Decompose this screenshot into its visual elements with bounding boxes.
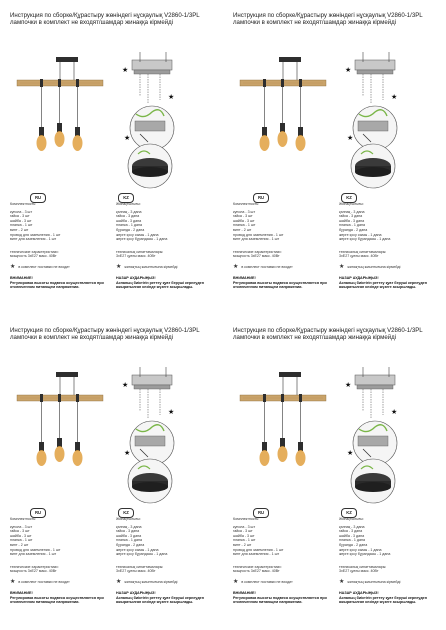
list-item: винт - 2 шт [10,227,29,232]
star-icon: ★ [10,264,16,270]
list-item: планка - 1 шт [233,538,256,543]
kz-contents-heading: Жинақтылығы: [339,517,364,521]
list-item: қалпақ - 3 дана [339,209,365,214]
kz-note [116,265,177,270]
list-item: жерге қосу сымы - 1 дана [116,547,159,552]
ru-warning [10,591,112,605]
lamp-illustration [240,57,326,151]
list-item: планка - 1 шт [233,223,256,228]
kz-contents [339,517,439,574]
list-item: шайба - 3 дана [116,533,142,538]
list-item: шайба - 3 шт [233,218,255,223]
wiring-detail-circle [347,106,397,150]
ru-warning-title: ВНИМАНИЕ! [233,276,256,280]
list-item: жерге қосу бұрандасы - 1 дана [116,552,168,557]
ru-tech-value: мощность 3xE27 макс. 40Вт [10,254,57,259]
list-item: гайка - 3 дана [339,214,363,219]
ru-warning-text: Регулировка высоты подвеса осуществляется при отключенном питающем напряжении. [233,595,327,605]
ru-tech-value: мощность 3xE27 макс. 40Вт [233,254,280,259]
mounting-plate-illustration [345,52,397,104]
list-item: винт для заземления - 1 шт [233,237,280,242]
star-icon: ★ [233,579,239,585]
wiring-detail-circle [124,421,174,465]
list-item: планка - 1 дана [116,223,142,228]
list-item: жерге қосу бұрандасы - 1 дана [339,552,391,557]
kz-warning-text: Аспаның биіктігін реттеу қуат беруші кернеуден ажыратылған кезінде жүзеге асырылады. [116,595,204,605]
svg-text:★: ★ [347,450,354,457]
ru-contents [233,517,333,574]
list-item: қалпақ - 3 дана [116,209,142,214]
canopy-detail-circle [128,459,172,503]
ru-note [10,265,70,270]
list-item: шайба - 3 дана [116,218,142,223]
list-item: планка - 1 дана [339,223,365,228]
list-item: планка - 1 дана [339,538,365,543]
ru-tech-heading: технические характеристики: [10,249,59,254]
ru-note-text: в комплект поставки не входит [241,580,293,585]
kz-note [339,265,400,270]
kz-language-badge: KZ [118,508,134,518]
kz-language-badge: KZ [118,193,134,203]
kz-warning-title: НАЗАР АУДАРЫҢЫЗ! [339,276,379,280]
svg-text:★: ★ [122,67,129,74]
ru-warning-text: Регулировка высоты подвеса осуществляется при отключенном питающем напряжении. [10,280,104,290]
kz-warning [116,276,218,290]
ru-warning [233,591,335,605]
kz-warning [339,276,441,290]
kz-tech-value: 3xE27 қуаты макс. 40Вт [116,569,156,574]
ru-contents [233,202,333,259]
kz-tech-value: 3xE27 қуаты макс. 40Вт [339,254,379,259]
ru-warning-text: Регулировка высоты подвеса осуществляется при отключенном питающем напряжении. [10,595,104,605]
kz-tech-heading: техникалық сипаттамалары: [116,249,164,254]
kz-note-text: жинақтың жиынтығына кірмейді [347,580,401,585]
svg-text:★: ★ [168,409,175,416]
ru-contents-heading: Комплектность: [10,517,37,521]
list-item: купола - 3 шт [10,524,33,529]
list-item: бұранда - 2 дана [339,542,368,547]
kz-contents [116,202,216,259]
kz-contents-heading: Жинақтылығы: [116,202,141,206]
ru-language-badge: RU [253,508,269,518]
wiring-detail-circle [347,421,397,465]
ru-warning-title: ВНИМАНИЕ! [10,276,33,280]
ru-note [233,265,293,270]
ru-note-text: в комплект поставки не входит [241,265,293,270]
kz-note [339,580,400,585]
list-item: гайка - 3 дана [116,529,140,534]
svg-text:★: ★ [124,135,131,142]
list-item: гайка - 3 шт [233,529,253,534]
star-icon: ★ [339,264,345,270]
svg-text:★: ★ [124,450,131,457]
ru-contents [10,202,110,259]
ru-warning-title: ВНИМАНИЕ! [10,591,33,595]
canopy-detail-circle [128,144,172,188]
svg-text:★: ★ [391,94,398,101]
ru-tech-value: мощность 3xE27 макс. 40Вт [10,569,57,574]
kz-tech-value: 3xE27 қуаты макс. 40Вт [116,254,156,259]
kz-contents-heading: Жинақтылығы: [339,202,364,206]
ru-note [10,580,70,585]
ru-contents [10,517,110,574]
list-item: провод для заземления - 1 шт [233,232,284,237]
kz-tech-value: 3xE27 қуаты макс. 40Вт [339,569,379,574]
svg-text:★: ★ [345,67,352,74]
list-item: қалпақ - 3 дана [339,524,365,529]
ru-note-text: в комплект поставки не входит [18,580,70,585]
kz-warning-text: Аспаның биіктігін реттеу қуат беруші кернеуден ажыратылған кезінде жүзеге асырылады. [339,280,427,290]
svg-text:★: ★ [122,382,129,389]
list-item: винт для заземления - 1 шт [10,552,57,557]
list-item: бұранда - 2 дана [339,227,368,232]
list-item: шайба - 3 дана [339,218,365,223]
instruction-title: Инструкция по сборке/Құрастыру жөніндегі нұсқаулық V2860-1/3PL лампочки в комплект не входят/шамдар жинаққа кірмейді [10,12,200,27]
kz-contents-heading: Жинақтылығы: [116,517,141,521]
list-item: винт для заземления - 1 шт [10,237,57,242]
svg-text:★: ★ [391,409,398,416]
list-item: купола - 3 шт [233,209,256,214]
ru-contents-heading: Комплектность: [10,202,37,206]
list-item: винт - 2 шт [10,542,29,547]
instruction-panel [0,315,223,630]
list-item: провод для заземления - 1 шт [10,232,61,237]
ru-tech-heading: технические характеристики: [233,249,282,254]
instruction-panel [0,0,223,315]
list-item: шайба - 3 дана [339,533,365,538]
list-item: планка - 1 шт [10,538,33,543]
instruction-title: Инструкция по сборке/Құрастыру жөніндегі нұсқаулық V2860-1/3PL лампочки в комплект не входят/шамдар жинаққа кірмейді [233,12,423,27]
kz-warning-title: НАЗАР АУДАРЫҢЫЗ! [116,591,156,595]
mounting-plate-illustration [122,367,174,419]
kz-warning [116,591,218,605]
list-item: шайба - 3 шт [10,218,32,223]
wiring-detail-circle [124,106,174,150]
list-item: винт - 2 шт [233,542,252,547]
list-item: қалпақ - 3 дана [116,524,142,529]
kz-tech-heading: техникалық сипаттамалары: [339,564,387,569]
ru-warning [233,276,335,290]
kz-warning-text: Аспаның биіктігін реттеу қуат беруші кернеуден ажыратылған кезінде жүзеге асырылады. [339,595,427,605]
list-item: шайба - 3 шт [10,533,32,538]
kz-note-text: жинақтың жиынтығына кірмейді [347,265,401,270]
list-item: гайка - 3 шт [233,214,253,219]
mounting-plate-illustration [345,367,397,419]
instruction-title: Инструкция по сборке/Құрастыру жөніндегі нұсқаулық V2860-1/3PL лампочки в комплект не входят/шамдар жинаққа кірмейді [233,327,423,342]
instruction-title: Инструкция по сборке/Құрастыру жөніндегі нұсқаулық V2860-1/3PL лампочки в комплект не входят/шамдар жинаққа кірмейді [10,327,200,342]
list-item: бұранда - 2 дана [116,542,145,547]
list-item: купола - 3 шт [233,524,256,529]
star-icon: ★ [116,579,122,585]
kz-warning-title: НАЗАР АУДАРЫҢЫЗ! [339,591,379,595]
lamp-illustration [17,57,103,151]
kz-tech-heading: техникалық сипаттамалары: [116,564,164,569]
kz-contents [116,517,216,574]
list-item: провод для заземления - 1 шт [233,547,284,552]
kz-warning [339,591,441,605]
kz-contents [339,202,439,259]
ru-contents-heading: Комплектность: [233,202,260,206]
instruction-panel [223,315,446,630]
svg-text:★: ★ [347,135,354,142]
svg-text:★: ★ [168,94,175,101]
svg-text:★: ★ [345,382,352,389]
ru-language-badge: RU [30,508,46,518]
ru-tech-heading: технические характеристики: [10,564,59,569]
ru-note [233,580,293,585]
lamp-illustration [17,372,103,466]
list-item: жерге қосу бұрандасы - 1 дана [116,237,168,242]
star-icon: ★ [233,264,239,270]
list-item: провод для заземления - 1 шт [10,547,61,552]
list-item: гайка - 3 шт [10,529,30,534]
ru-warning-text: Регулировка высоты подвеса осуществляется при отключенном питающем напряжении. [233,280,327,290]
ru-language-badge: RU [30,193,46,203]
kz-tech-heading: техникалық сипаттамалары: [339,249,387,254]
star-icon: ★ [10,579,16,585]
list-item: жерге қосу бұрандасы - 1 дана [339,237,391,242]
list-item: шайба - 3 шт [233,533,255,538]
ru-tech-heading: технические характеристики: [233,564,282,569]
list-item: планка - 1 дана [116,538,142,543]
ru-tech-value: мощность 3xE27 макс. 40Вт [233,569,280,574]
ru-warning [10,276,112,290]
canopy-detail-circle [351,459,395,503]
list-item: планка - 1 шт [10,223,33,228]
star-icon: ★ [116,264,122,270]
mounting-plate-illustration [122,52,174,104]
kz-warning-title: НАЗАР АУДАРЫҢЫЗ! [116,276,156,280]
canopy-detail-circle [351,144,395,188]
ru-note-text: в комплект поставки не входит [18,265,70,270]
ru-contents-heading: Комплектность: [233,517,260,521]
lamp-illustration [240,372,326,466]
instruction-panel [223,0,446,315]
star-icon: ★ [339,579,345,585]
kz-note [116,580,177,585]
list-item: гайка - 3 дана [339,529,363,534]
list-item: купола - 3 шт [10,209,33,214]
list-item: гайка - 3 шт [10,214,30,219]
kz-language-badge: KZ [341,193,357,203]
ru-warning-title: ВНИМАНИЕ! [233,591,256,595]
list-item: жерге қосу сымы - 1 дана [339,547,382,552]
kz-language-badge: KZ [341,508,357,518]
kz-warning-text: Аспаның биіктігін реттеу қуат беруші кернеуден ажыратылған кезінде жүзеге асырылады. [116,280,204,290]
ru-language-badge: RU [253,193,269,203]
kz-note-text: жинақтың жиынтығына кірмейді [124,580,178,585]
kz-note-text: жинақтың жиынтығына кірмейді [124,265,178,270]
list-item: гайка - 3 дана [116,214,140,219]
list-item: жерге қосу сымы - 1 дана [116,232,159,237]
list-item: винт для заземления - 1 шт [233,552,280,557]
list-item: жерге қосу сымы - 1 дана [339,232,382,237]
list-item: бұранда - 2 дана [116,227,145,232]
list-item: винт - 2 шт [233,227,252,232]
